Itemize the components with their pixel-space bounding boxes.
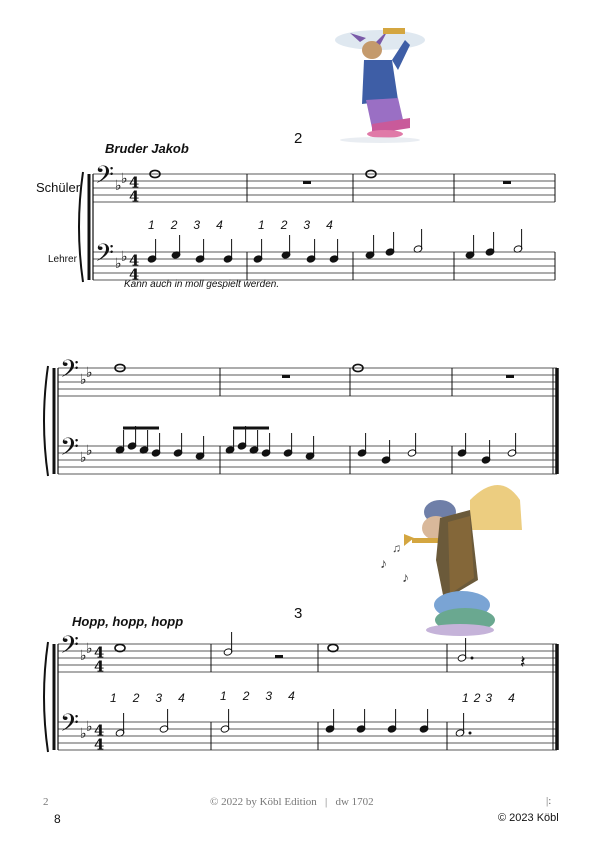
- flat-sign: ♭: [80, 726, 87, 743]
- fingering-p3-m1: 1 2 3 4: [110, 691, 185, 705]
- whole-note: [328, 644, 338, 651]
- svg-text:♪: ♪: [402, 569, 409, 585]
- half-rest: [503, 181, 511, 184]
- flat-sign: ♭: [86, 641, 93, 658]
- fingering-m2: 1 2 3 4: [258, 218, 333, 232]
- time-signature: 4: [94, 644, 105, 662]
- flat-sign: ♭: [86, 365, 93, 382]
- time-signature: 4: [129, 252, 140, 270]
- left-page-number: 2: [43, 796, 49, 808]
- half-rest: [506, 375, 514, 378]
- quarter-rest: 𝄽: [520, 652, 526, 673]
- svg-text:♫: ♫: [392, 541, 401, 555]
- bass-clef-icon: 𝄢: [60, 432, 79, 467]
- fingering-p3-m2: 1 2 3 4: [220, 689, 295, 703]
- performance-note: Kann auch in moll gespielt werden.: [124, 279, 280, 290]
- half-rest: [282, 375, 290, 378]
- bass-clef-icon: 𝄢: [60, 630, 79, 665]
- flat-sign: ♭: [115, 178, 122, 195]
- half-rest: [275, 655, 283, 658]
- dot: [471, 657, 474, 660]
- bass-clef-icon: 𝄢: [60, 354, 79, 389]
- repeat-mark: |:: [546, 795, 552, 807]
- half-rest: [303, 181, 311, 184]
- bass-clef-icon: 𝄢: [95, 238, 114, 273]
- piece3-title: Hopp, hopp, hopp: [72, 614, 184, 629]
- flat-sign: ♭: [115, 256, 122, 273]
- time-signature: 4: [94, 658, 105, 676]
- page-number: 8: [54, 812, 61, 826]
- flat-sign: ♭: [86, 719, 93, 736]
- time-signature: 4: [94, 736, 105, 754]
- brace: [44, 642, 48, 752]
- flat-sign: ♭: [80, 450, 87, 467]
- lower-staff-label: Lehrer: [48, 254, 77, 265]
- time-signature: 4: [129, 188, 140, 206]
- fingering-m1: 1 2 3 4: [148, 218, 223, 232]
- piece2-number: 2: [294, 130, 303, 147]
- whole-note: [115, 644, 125, 651]
- piece3-number: 3: [294, 605, 303, 622]
- time-signature: 4: [94, 722, 105, 740]
- piece2-title: Bruder Jakob: [105, 141, 189, 156]
- fingering-p3-m4: 1 2 3 4: [462, 691, 515, 705]
- flat-sign: ♭: [121, 249, 128, 266]
- brace: [79, 172, 83, 282]
- footer-center: © 2022 by Köbl Edition | dw 1702: [210, 796, 374, 808]
- time-signature: 4: [129, 266, 140, 284]
- dot: [469, 732, 472, 735]
- flat-sign: ♭: [121, 171, 128, 188]
- bass-clef-icon: 𝄢: [60, 708, 79, 743]
- upper-staff-label: Schüler: [36, 180, 81, 195]
- brace: [44, 366, 48, 476]
- copyright: © 2023 Köbl: [498, 812, 559, 824]
- flat-sign: ♭: [80, 372, 87, 389]
- music-notes-icon: ♪: [380, 555, 387, 571]
- flat-sign: ♭: [80, 648, 87, 665]
- flat-sign: ♭: [86, 443, 93, 460]
- time-signature: 4: [129, 174, 140, 192]
- bass-clef-icon: 𝄢: [95, 160, 114, 195]
